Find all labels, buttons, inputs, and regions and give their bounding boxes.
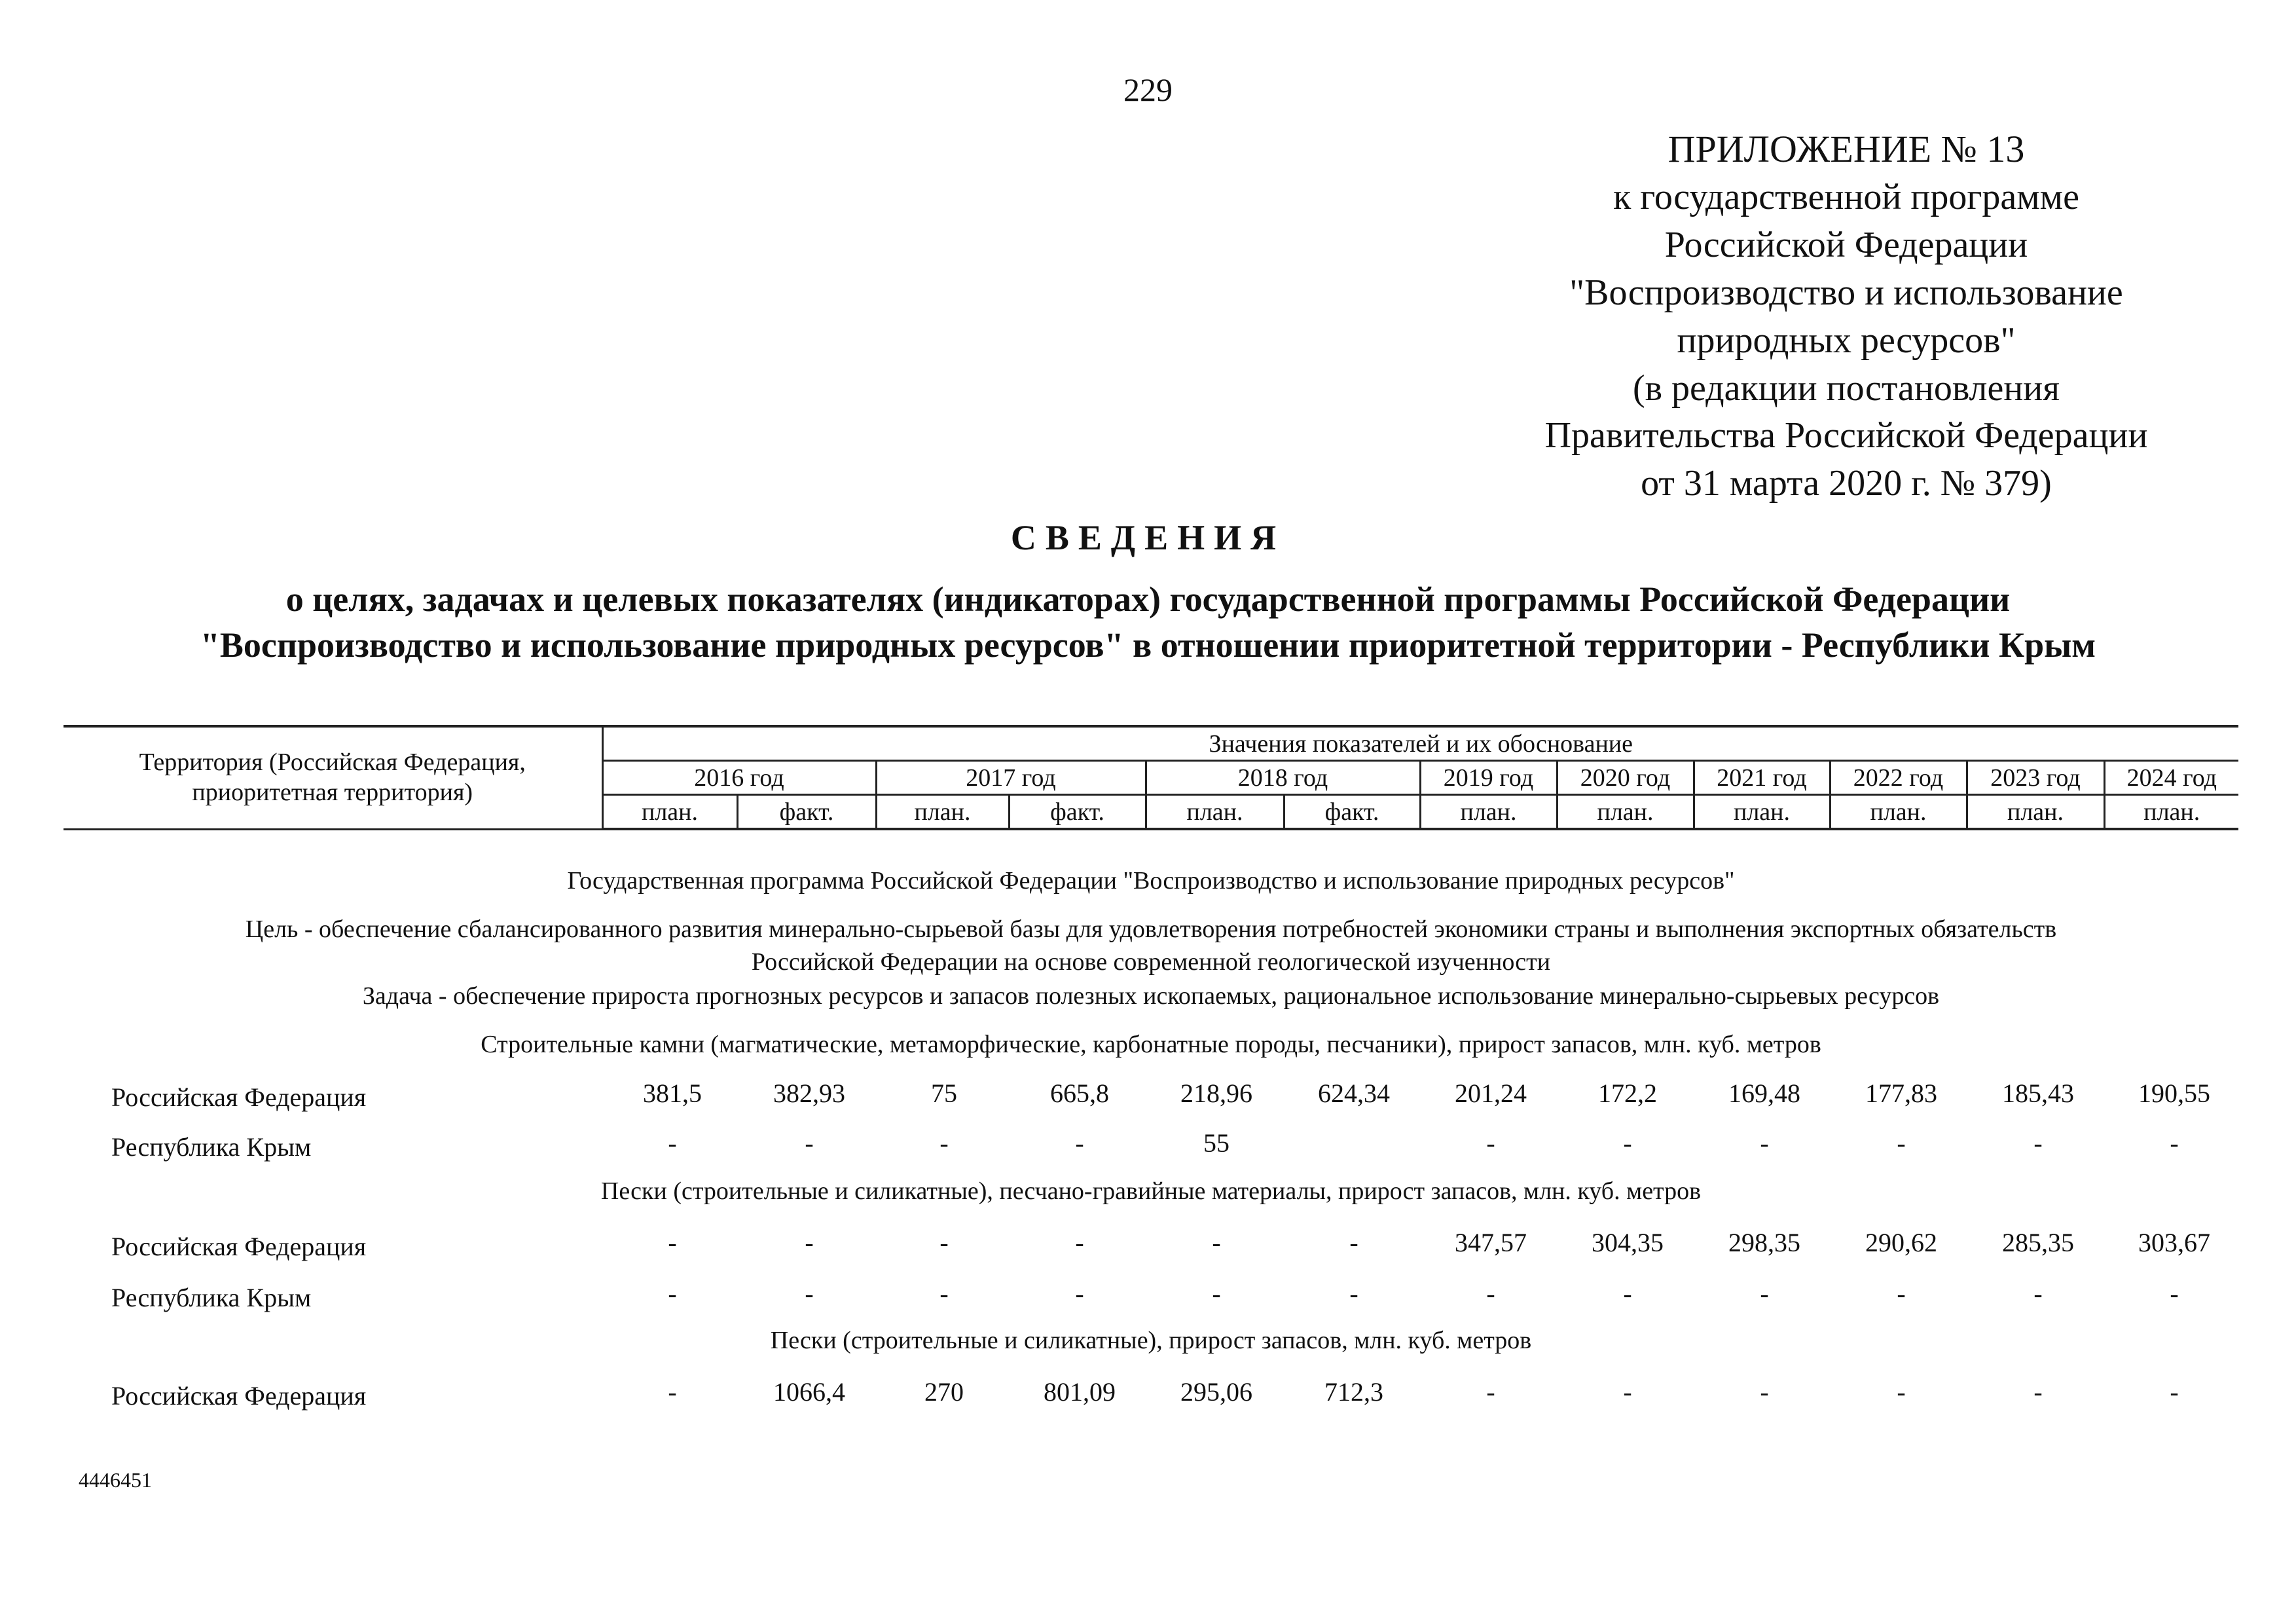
row-label: Российская Федерация <box>111 1381 367 1411</box>
cell-value: - <box>668 1228 677 1257</box>
appendix-line: "Воспроизводство и использование <box>1569 272 2123 313</box>
appendix-line: (в редакции постановления <box>1632 367 2060 409</box>
table-row <box>0 1279 2296 1321</box>
cell-value: - <box>2170 1128 2179 1158</box>
cell-value: - <box>939 1228 949 1257</box>
plan-header: план. <box>876 795 1009 830</box>
section-heading: Строительные камни (магматические, метаморфические, карбонатные породы, песчаники), прирост запасов, млн. куб. метров <box>481 1031 1821 1058</box>
page-number: 229 <box>1123 71 1173 108</box>
cell-value: - <box>1486 1279 1495 1308</box>
cell-value: 177,83 <box>1865 1079 1937 1108</box>
appendix-line: Правительства Российской Федерации <box>1544 415 2148 456</box>
cell-value: - <box>1623 1128 1632 1158</box>
cell-value: 172,2 <box>1598 1079 1657 1108</box>
plan-header: план. <box>1967 795 2104 830</box>
cell-value: - <box>1075 1228 1084 1257</box>
fact-header: факт. <box>1009 795 1146 830</box>
year-header: 2020 год <box>1557 761 1694 795</box>
cell-value: 1066,4 <box>773 1377 845 1407</box>
cell-value: - <box>2033 1128 2043 1158</box>
cell-value: 218,96 <box>1180 1079 1252 1108</box>
cell-value: - <box>1075 1279 1084 1308</box>
year-header: 2018 год <box>1146 761 1420 795</box>
cell-value: - <box>805 1228 814 1257</box>
cell-value: - <box>668 1377 677 1407</box>
subtitle-line: о целях, задачах и целевых показателях (индикаторах) государственной программы Российской Федерации <box>285 580 2011 619</box>
cell-value: 298,35 <box>1728 1228 1800 1257</box>
cell-value: 665,8 <box>1050 1079 1109 1108</box>
appendix-title: ПРИЛОЖЕНИЕ № 13 <box>1667 128 2025 170</box>
table-row <box>0 1079 2296 1121</box>
table-row <box>0 1128 2296 1171</box>
year-header: 2016 год <box>602 761 876 795</box>
plan-header: план. <box>602 795 737 830</box>
cell-value: 347,57 <box>1455 1228 1527 1257</box>
cell-value: - <box>2170 1377 2179 1407</box>
cell-value: - <box>2170 1279 2179 1308</box>
year-header: 2017 год <box>876 761 1146 795</box>
cell-value: - <box>1623 1377 1632 1407</box>
cell-value: - <box>668 1279 677 1308</box>
document-subtitle <box>0 576 2296 668</box>
cell-value: 304,35 <box>1592 1228 1664 1257</box>
cell-value: 303,67 <box>2138 1228 2210 1257</box>
plan-header: план. <box>1146 795 1284 830</box>
cell-value: - <box>1897 1128 1906 1158</box>
cell-value: 190,55 <box>2138 1079 2210 1108</box>
cell-value: 75 <box>931 1079 957 1108</box>
territory-header: Территория (Российская Федерация, приоритетная территория) <box>64 726 602 829</box>
goal-line: Российской Федерации на основе современной геологической изученности <box>751 948 1551 976</box>
year-header: 2022 год <box>1830 761 1967 795</box>
cell-value: - <box>1897 1279 1906 1308</box>
section-heading: Пески (строительные и силикатные), песчано-гравийные материалы, прирост запасов, млн. куб. метров <box>600 1177 1702 1205</box>
cell-value: - <box>2033 1279 2043 1308</box>
cell-value: - <box>939 1128 949 1158</box>
cell-value: 382,93 <box>773 1079 845 1108</box>
cell-value: - <box>2033 1377 2043 1407</box>
cell-value: 185,43 <box>2002 1079 2074 1108</box>
year-header: 2019 год <box>1420 761 1557 795</box>
year-header: 2021 год <box>1694 761 1830 795</box>
cell-value: 712,3 <box>1324 1377 1383 1407</box>
cell-value: 290,62 <box>1865 1228 1937 1257</box>
plan-header: план. <box>1557 795 1694 830</box>
plan-header: план. <box>2104 795 2238 830</box>
row-label: Республика Крым <box>111 1132 312 1162</box>
cell-value: 295,06 <box>1180 1377 1252 1407</box>
row-label: Российская Федерация <box>111 1082 367 1112</box>
plan-header: план. <box>1420 795 1557 830</box>
year-header: 2024 год <box>2104 761 2238 795</box>
appendix-line: к государственной программе <box>1613 177 2079 218</box>
program-line: Государственная программа Российской Федерации "Воспроизводство и использование природных ресурсов" <box>567 867 1735 895</box>
cell-value: - <box>1486 1128 1495 1158</box>
cell-value: 169,48 <box>1728 1079 1800 1108</box>
values-header: Значения показателей и их обоснование <box>602 726 2238 761</box>
cell-value: - <box>1760 1279 1769 1308</box>
table-row <box>0 1228 2296 1270</box>
row-label: Российская Федерация <box>111 1232 367 1261</box>
document-code: 4446451 <box>79 1468 152 1492</box>
cell-value: - <box>805 1279 814 1308</box>
cell-value: - <box>1349 1228 1358 1257</box>
cell-value: - <box>1897 1377 1906 1407</box>
cell-value: - <box>1075 1128 1084 1158</box>
appendix-line: Российской Федерации <box>1664 225 2028 266</box>
cell-value: - <box>1760 1128 1769 1158</box>
cell-value: 285,35 <box>2002 1228 2074 1257</box>
cell-value: 270 <box>924 1377 964 1407</box>
task-line: Задача - обеспечение прироста прогнозных ресурсов и запасов полезных ископаемых, рациональное использование минерально-сырьевых ресурсов <box>362 982 1940 1010</box>
cell-value: - <box>1760 1377 1769 1407</box>
section-heading: Пески (строительные и силикатные), прирост запасов, млн. куб. метров <box>770 1327 1532 1354</box>
cell-value: - <box>1623 1279 1632 1308</box>
cell-value: - <box>1212 1279 1221 1308</box>
fact-header: факт. <box>737 795 876 830</box>
cell-value: 55 <box>1203 1128 1230 1158</box>
cell-value: - <box>1212 1228 1221 1257</box>
cell-value: - <box>805 1128 814 1158</box>
cell-value: - <box>1486 1377 1495 1407</box>
cell-value: 381,5 <box>643 1079 702 1108</box>
table-row <box>0 1377 2296 1420</box>
appendix-line: природных ресурсов" <box>1677 320 2016 361</box>
cell-value: - <box>939 1279 949 1308</box>
cell-value: 201,24 <box>1455 1079 1527 1108</box>
plan-header: план. <box>1830 795 1967 830</box>
plan-header: план. <box>1694 795 1830 830</box>
subtitle-line: "Воспроизводство и использование природных ресурсов" в отношении приоритетной территории - Республики Крым <box>200 625 2096 665</box>
cell-value: 801,09 <box>1044 1377 1116 1407</box>
cell-value: - <box>668 1128 677 1158</box>
year-header: 2023 год <box>1967 761 2104 795</box>
table-header <box>64 725 2238 830</box>
goal-line: Цель - обеспечение сбалансированного развития минерально-сырьевой базы для удовлетворения потребностей экономики страны и выполнения экспортных обязательств <box>245 915 2057 943</box>
cell-value: 624,34 <box>1318 1079 1390 1108</box>
document-title: СВЕДЕНИЯ <box>1010 518 1286 557</box>
row-label: Республика Крым <box>111 1283 312 1312</box>
fact-header: факт. <box>1284 795 1420 830</box>
appendix-block <box>1486 124 2206 507</box>
appendix-line: от 31 марта 2020 г. № 379) <box>1641 463 2052 504</box>
cell-value: - <box>1349 1279 1358 1308</box>
